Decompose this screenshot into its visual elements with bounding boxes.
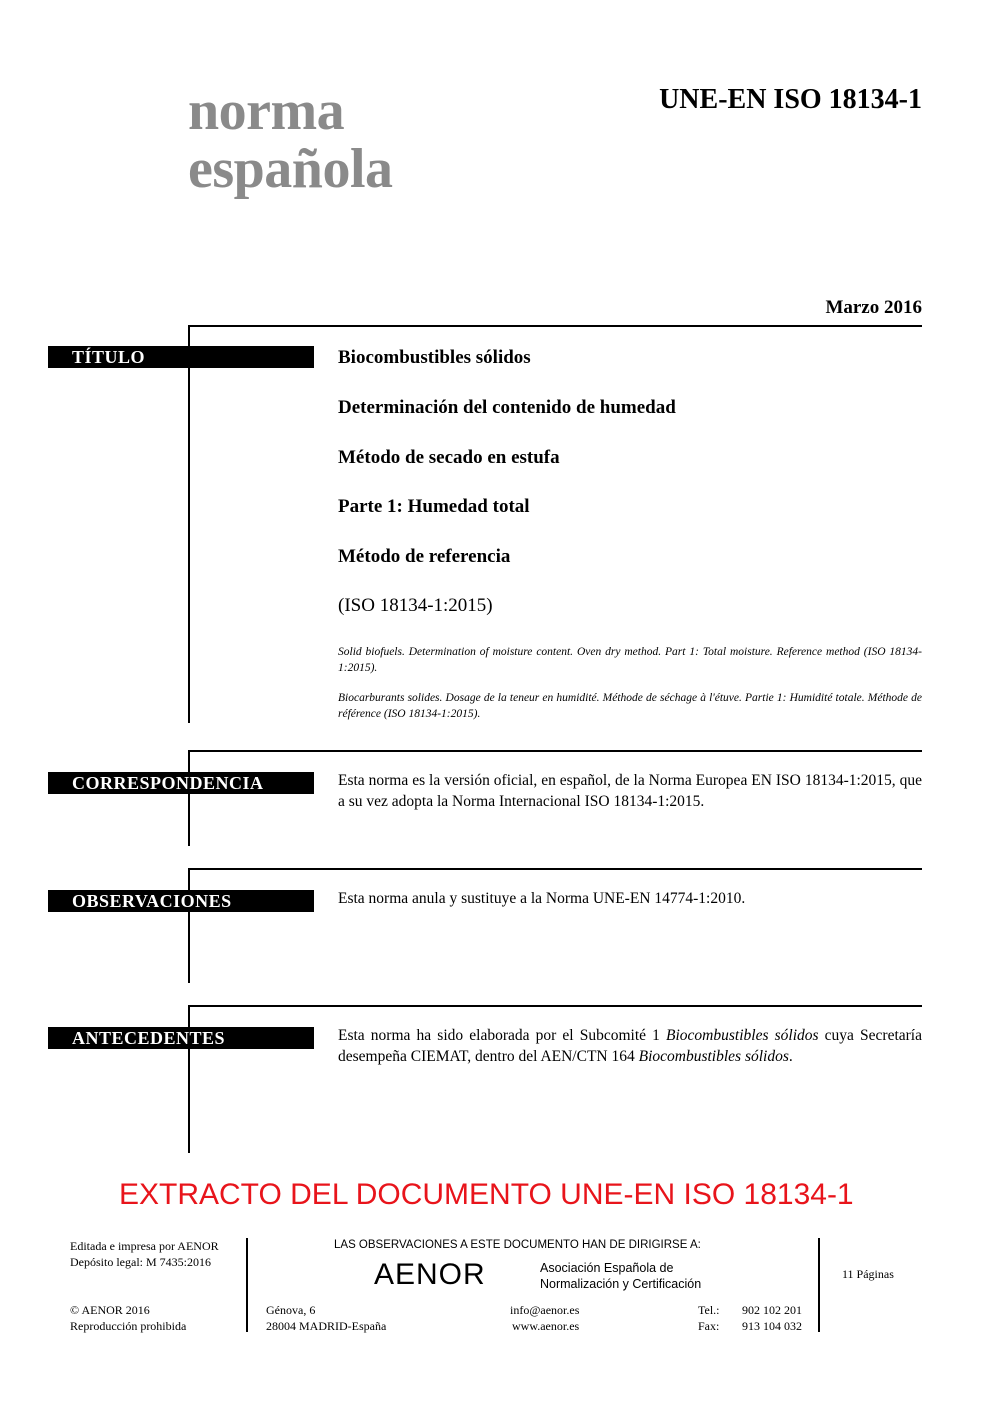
brand-line-1: norma: [188, 80, 345, 142]
label-titulo: TÍTULO: [48, 346, 314, 368]
aenor-org-name: Asociación Española de Normalización y Certificación: [540, 1261, 702, 1291]
address-street: Génova, 6: [266, 1303, 316, 1317]
label-observaciones: OBSERVACIONES: [48, 890, 314, 912]
edited-by: Editada e impresa por AENOR: [70, 1239, 219, 1253]
section-rule: [188, 750, 190, 846]
footer-contact: [510, 1302, 579, 1334]
observations-heading: LAS OBSERVACIONES A ESTE DOCUMENTO HAN DE DIRIGIRSE A:: [334, 1239, 701, 1251]
ctn-name: Biocombustibles sólidos: [638, 1048, 789, 1065]
title-line-4: Parte 1: Humedad total: [338, 496, 530, 517]
footer-address: [266, 1302, 386, 1334]
email-link[interactable]: info@aenor.es: [510, 1303, 580, 1317]
extract-banner: EXTRACTO DEL DOCUMENTO UNE-EN ISO 18134-1: [119, 1178, 854, 1211]
legal-deposit: Depósito legal: M 7435:2016: [70, 1255, 211, 1269]
fax-label: Fax:: [698, 1319, 720, 1333]
label-antecedentes: ANTECEDENTES: [48, 1027, 314, 1049]
correspondencia-text: Esta norma es la versión oficial, en español, de la Norma Europea EN ISO 18134-1:2015, que a su vez adopta la Norma Internacional ISO 18134-1:2015.: [338, 772, 922, 810]
iso-reference: (ISO 18134-1:2015): [338, 595, 493, 616]
publication-date: Marzo 2016: [825, 297, 922, 318]
title-line-3: Método de secado en estufa: [338, 447, 560, 468]
english-title: Solid biofuels. Determination of moisture content. Oven dry method. Part 1: Total moisture. Reference method (ISO 18134-1:2015).: [338, 646, 922, 674]
title-line-5: Método de referencia: [338, 546, 511, 567]
reproduction-notice: Reproducción prohibida: [70, 1319, 187, 1333]
footer-separator: [818, 1238, 820, 1332]
section-divider: [188, 325, 922, 327]
title-line-2: Determinación del contenido de humedad: [338, 397, 676, 418]
page-count: 11 Páginas: [842, 1267, 894, 1281]
french-title: Biocarburants solides. Dosage de la teneur en humidité. Méthode de séchage à l'étuve. Partie 1: Humidité totale. Méthode de référence (ISO 18134-1:2015).: [338, 692, 922, 720]
observaciones-text: Esta norma anula y sustituye a la Norma UNE-EN 14774-1:2010.: [338, 890, 746, 907]
section-rule: [188, 868, 190, 983]
tel-number: 902 102 201: [742, 1303, 802, 1317]
title-line-1: Biocombustibles sólidos: [338, 347, 531, 368]
fax-number: 913 104 032: [742, 1319, 802, 1333]
footer-copyright: [70, 1302, 186, 1334]
standard-code: UNE-EN ISO 18134-1: [659, 84, 922, 115]
section-divider: [188, 1005, 922, 1007]
section-rule: [188, 325, 190, 723]
committee-name: Biocombustibles sólidos: [666, 1027, 819, 1044]
tel-label: Tel.:: [698, 1303, 720, 1317]
antecedentes-text: Esta norma ha sido elaborada por el Subcomité 1 Biocombustibles sólidos cuya Secretaría desempeña CIEMAT, dentro del AEN/CTN 164 Biocombustibles sólidos.: [338, 1027, 922, 1065]
address-city: 28004 MADRID-España: [266, 1319, 387, 1333]
web-link[interactable]: www.aenor.es: [512, 1319, 580, 1333]
brand-line-2: española: [188, 138, 393, 200]
footer-phone: [698, 1302, 802, 1334]
label-correspondencia: CORRESPONDENCIA: [48, 772, 314, 794]
section-divider: [188, 868, 922, 870]
footer-publisher: [70, 1238, 219, 1270]
copyright: © AENOR 2016: [70, 1303, 150, 1317]
brand-title: [188, 82, 393, 198]
section-divider: [188, 750, 922, 752]
footer-separator: [246, 1238, 248, 1332]
aenor-logo: AENOR: [374, 1258, 486, 1291]
